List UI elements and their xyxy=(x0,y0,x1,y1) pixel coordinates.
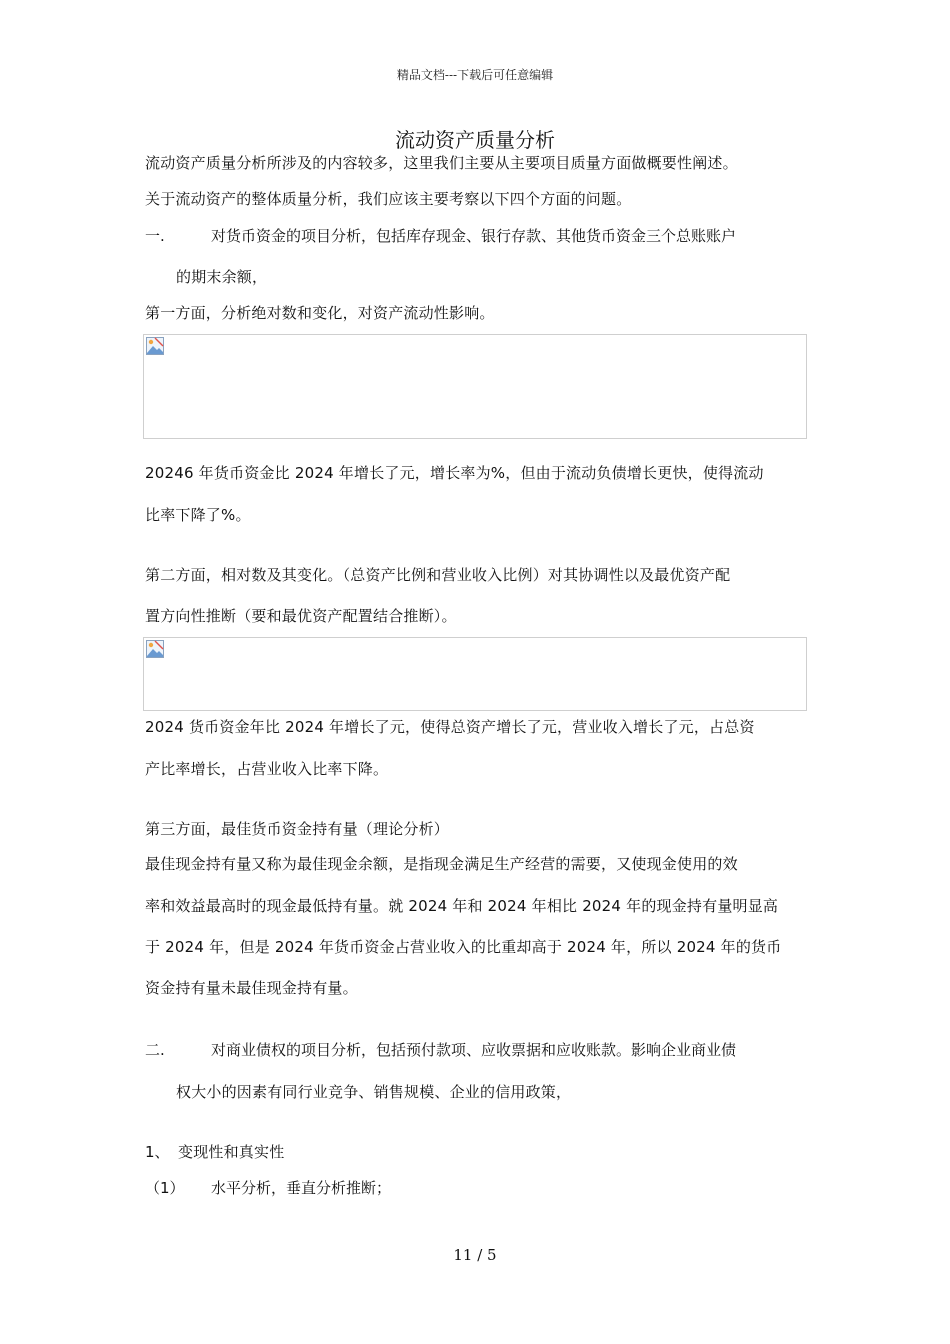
aspect-1-heading: 第一方面，分析绝对数和变化，对资产流动性影响。 xyxy=(145,304,495,322)
page-number: 11 / 5 xyxy=(453,1246,497,1264)
section-2-text: 对商业债权的项目分析，包括预付款项、应收票据和应收账款。影响企业商业债 xyxy=(211,1041,737,1059)
image-placeholder-2 xyxy=(143,637,807,711)
aspect-1-line-2: 比率下降了%。 xyxy=(145,506,251,524)
aspect-3-line-2: 率和效益最高时的现金最低持有量。就 2024 年和 2024 年相比 2024 年的现金持有量明显高 xyxy=(145,897,779,915)
aspect-2-line-2: 产比率增长，占营业收入比率下降。 xyxy=(145,760,389,778)
aspect-2-line-1: 2024 货币资金年比 2024 年增长了元，使得总资产增长了元，营业收入增长了元，占总资 xyxy=(145,718,755,736)
item-1-number: 1、 xyxy=(145,1143,170,1161)
aspect-3-line-3: 于 2024 年，但是 2024 年货币资金占营业收入的比重却高于 2024 年，所以 2024 年的货币 xyxy=(145,938,782,956)
aspect-3-line-1: 最佳现金持有量又称为最佳现金余额，是指现金满足生产经营的需要，又使现金使用的效 xyxy=(145,855,738,873)
subitem-1-number: （1） xyxy=(145,1179,185,1197)
aspect-3-heading: 第三方面，最佳货币资金持有量（理论分析） xyxy=(145,820,450,838)
document-title: 流动资产质量分析 xyxy=(395,128,555,152)
aspect-2-heading-1: 第二方面，相对数及其变化。（总资产比例和营业收入比例）对其协调性以及最优资产配 xyxy=(145,566,731,584)
image-placeholder-1 xyxy=(143,334,807,439)
item-1-text: 变现性和真实性 xyxy=(178,1143,285,1161)
section-1-text: 对货币资金的项目分析，包括库存现金、银行存款、其他货币资金三个总账账户 xyxy=(211,227,737,245)
page-header: 精品文档---下载后可任意编辑 xyxy=(396,68,554,82)
intro-line-1: 流动资产质量分析所涉及的内容较多，这里我们主要从主要项目质量方面做概要性阐述。 xyxy=(145,154,738,172)
section-2-text-continued: 权大小的因素有同行业竞争、销售规模、企业的信用政策， xyxy=(176,1083,572,1101)
aspect-1-line-1: 20246 年货币资金比 2024 年增长了元，增长率为%，但由于流动负债增长更快，使得流动 xyxy=(145,464,764,482)
subitem-1-text: 水平分析，垂直分析推断； xyxy=(211,1179,392,1197)
section-1-text-continued: 的期末余额， xyxy=(176,268,268,286)
intro-line-2: 关于流动资产的整体质量分析，我们应该主要考察以下四个方面的问题。 xyxy=(145,190,632,208)
aspect-3-line-4: 资金持有量未最佳现金持有量。 xyxy=(145,979,358,997)
broken-image-icon xyxy=(146,640,164,658)
section-2-number: 二. xyxy=(145,1041,165,1059)
section-1-number: 一. xyxy=(145,227,165,245)
aspect-2-heading-2: 置方向性推断（要和最优资产配置结合推断）。 xyxy=(145,607,457,625)
broken-image-icon xyxy=(146,337,164,355)
